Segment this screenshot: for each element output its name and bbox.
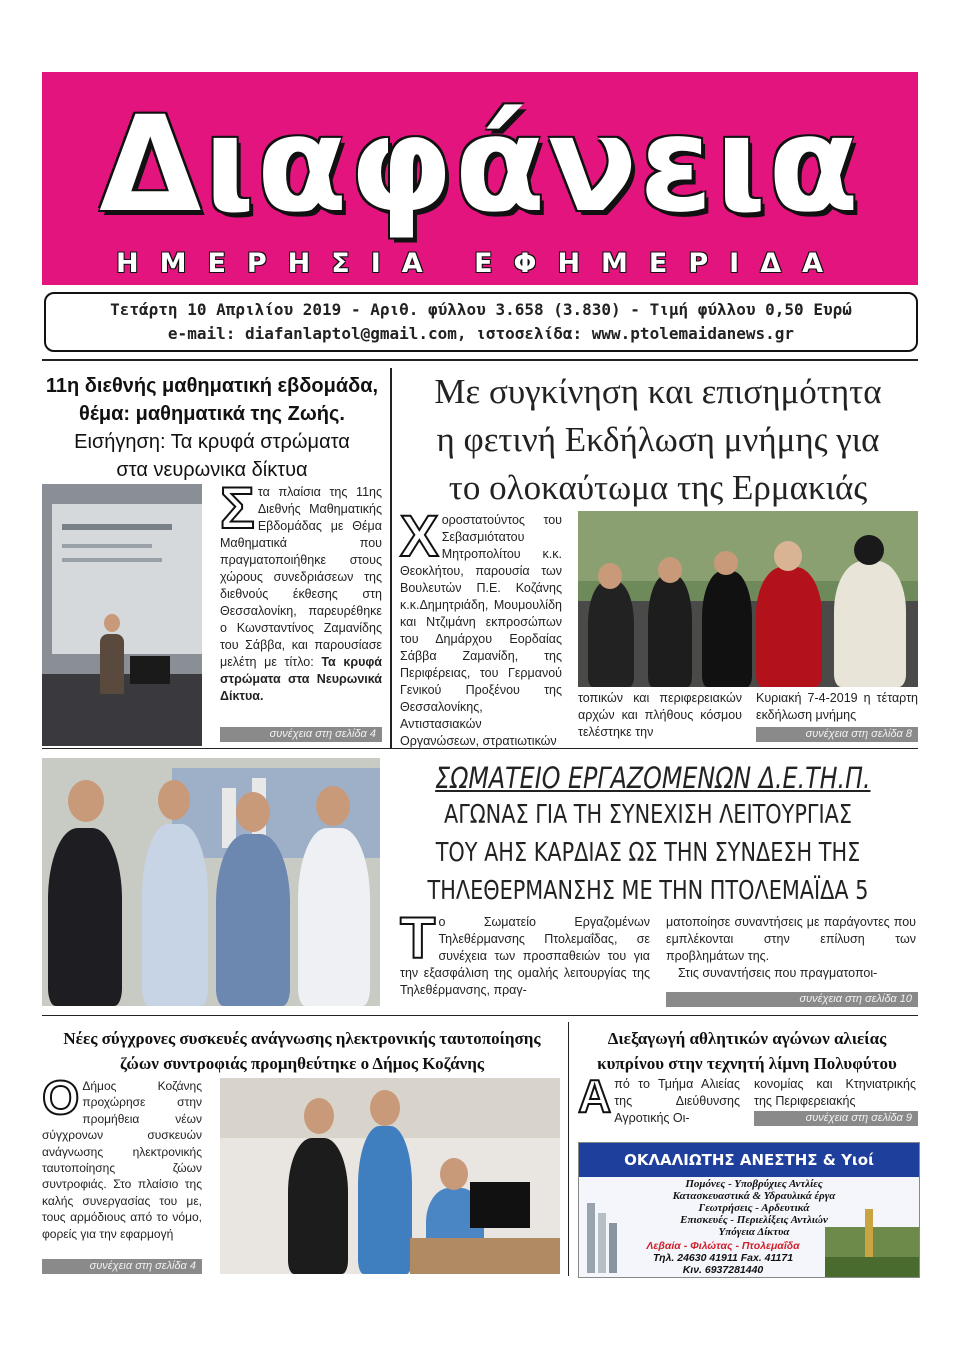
article2-headline[interactable] (398, 368, 918, 512)
article5-body-col1 (578, 1070, 740, 1128)
ad-line: Υπόγεια Δίκτυα (718, 1226, 790, 1238)
headline-line: θέμα: μαθηματικά της Ζωής. (79, 403, 345, 425)
headline-line: το ολοκαύτωμα της Ερμακιάς (448, 468, 868, 507)
ad-contact (623, 1240, 823, 1276)
continue-link[interactable]: συνέχεια στη σελίδα 8 (756, 727, 918, 742)
body-text: Δήμος Κοζάνης προχώρησε στην προμήθεια νέων σύγχρονων συσκευών ανάγνωσης ηλεκτρονικής ταυτοποίησης ζώων συντροφιάς. Στο πλαίσιο της καλής συνεργασίας του με, τους αρμόδιους από το νόμο, φορείς για την εφαρμογή (42, 1079, 202, 1241)
divider (42, 359, 918, 361)
issue-info-box (44, 292, 918, 352)
body-text: ο Σωματείο Εργαζομένων Τηλεθέρμανσης Πτολεμαΐδας, σε συνέχεια των προσπαθειών του για την εξασφάλιση της ομαλής λειτουργίας της Τηλεθέρμανσης, πραγ- (400, 915, 650, 997)
article3-body-col1 (400, 906, 650, 1004)
ad-line: Επισκευές - Περιελίξεις Αντλιών (680, 1214, 828, 1226)
article2-photo (578, 511, 918, 687)
article1-photo (42, 484, 202, 746)
headline-line: ΤΗΛΕΘΕΡΜΑΝΣΗΣ ΜΕ ΤΗΝ ΠΤΟΛΕΜΑΪΔΑ 5 (427, 876, 869, 906)
article3-headline[interactable] (388, 760, 918, 910)
continue-link[interactable]: συνέχεια στη σελίδα 4 (42, 1259, 202, 1274)
headline-line: ΑΓΩΝΑΣ ΓΙΑ ΤΗ ΣΥΝΕΧΙΣΗ ΛΕΙΤΟΥΡΓΙΑΣ (443, 800, 853, 830)
ad-line: Γεωτρήσεις - Αρδευτικά (698, 1202, 810, 1214)
article3-photo (42, 758, 380, 1006)
article2-body-col2 (578, 690, 742, 742)
article4-photo (220, 1078, 560, 1274)
continue-link[interactable]: συνέχεια στη σελίδα 9 (754, 1111, 918, 1126)
dropcap: Χ (400, 504, 439, 569)
dropcap: Σ (220, 476, 255, 541)
body-text: οροστατούντος του Σεβασμιότατου Μητροπολίτου κ.κ. Θεοκλήτου, παρουσία των Βουλευτών Π.Ε. Κοζάνης κ.κ.Δημητριάδη, Μουμουλίδη και Ντζιμάνη εκπροσώπων του Δημάρχου Εορδαίας Σάββα Ζαμανίδη, της Περιφέρειας, του Γερμανού Γενικού Προξένου της Θεσσαλονίκης, Αντιστασιακών Οργανώσεων, στρατιωτικών (400, 513, 562, 748)
body-text-bold: Τα κρυφά στρώματα στα Νευρωνικά Δίκτυα. (220, 655, 382, 703)
podium (130, 656, 170, 684)
ad-line: Πομόνες - Υποβρύχιες Αντλίες (685, 1178, 823, 1190)
headline-line: Εισήγηση: Τα κρυφά στρώματα (74, 431, 350, 453)
article1-body (220, 476, 382, 726)
headline-line: Διεξαγωγή αθλητικών αγώνων αλιείας (607, 1029, 887, 1048)
newspaper-subtitle: ΗΜΕΡΗΣΙΑ ΕΦΗΜΕΡΙΔΑ (115, 248, 844, 279)
headline-line: στα νευρωνικα δίκτυα (116, 459, 308, 481)
desk (410, 1238, 560, 1274)
body-text: πό το Τμήμα Αλιείας της Διεύθυνσης Αγροτικής Οι- (614, 1077, 740, 1125)
ad-location: Λεβαία - Φιλώτας - Πτολεμαΐδα (646, 1240, 800, 1252)
body-text: Στις συναντήσεις που πραγματοποι- (678, 966, 878, 980)
article3-body-col2 (666, 914, 916, 984)
headline-line: Νέες σύγχρονες συσκευές ανάγνωσης ηλεκτρονικής ταυτοποίησης (63, 1029, 541, 1048)
headline-line: κυπρίνου στην τεχνητή λίμνη Πολυφύτου (597, 1054, 897, 1073)
headline-line: Με συγκίνηση και επισημότητα (434, 372, 882, 411)
article4-headline[interactable] (42, 1026, 562, 1076)
dropcap: Α (578, 1070, 612, 1122)
continue-link[interactable]: συνέχεια στη σελίδα 10 (666, 992, 918, 1007)
divider (42, 1015, 918, 1016)
presenter (100, 634, 124, 694)
contact-details: e-mail: diafanlaptol@gmail.com, ιστοσελίδα: www.ptolemaidanews.gr (167, 324, 795, 343)
body-text: κονομίας και Κτηνιατρικής της Περιφερειακής (754, 1077, 916, 1108)
ad-line: Κατασκευαστικά & Υδραυλικά έργα (672, 1190, 836, 1202)
headline-line: ΤΟΥ ΑΗΣ ΚΑΡΔΙΑΣ ΩΣ ΤΗΝ ΣΥΝΔΕΣΗ ΤΗΣ (435, 838, 861, 868)
article2-body-col1 (400, 504, 562, 748)
dropcap: Τ (400, 906, 436, 971)
article4-body (42, 1072, 202, 1258)
ad-company-name: ΟΚΛΑΛΙΩΤΗΣ ΑΝΕΣΤΗΣ & Υιοί (579, 1143, 919, 1177)
advertisement[interactable] (578, 1142, 920, 1278)
headline-line: η φετινή Εκδήλωση μνήμης για (436, 420, 880, 459)
dropcap: Ο (42, 1072, 80, 1125)
ad-phone: Τηλ. 24630 41911 Fax. 41171 (652, 1252, 794, 1264)
body-text: ματοποίησε συναντήσεις με παράγοντες που εμπλέκονται στην επίλυση των προβλημάτων της. (666, 915, 916, 963)
column-divider (390, 368, 392, 748)
article1-headline[interactable] (42, 372, 382, 484)
headline-line: 11η διεθνής μαθηματική εβδομάδα, (45, 375, 379, 397)
body-text: τα πλαίσια της 11ης Διεθνής Μαθηματικής Εβδομάδας με Θέμα Μαθηματικά που πραγματοποιήθηκε στους χώρους συνεδριάσεων της διεθνούς έκθεσης στη Θεσσαλονίκη, παρευρέθηκε ο Κωνσταντίνος Ζαμανίδης του Σάββα, και παρουσίασε μελέτη με τίτλο: (220, 485, 382, 669)
monitor (470, 1182, 530, 1228)
body-text: τοπικών και περιφερειακών αρχών και πλήθους κόσμου τελέστηκε την (578, 691, 742, 739)
article5-headline[interactable] (576, 1026, 918, 1076)
column-divider (568, 1022, 569, 1276)
article2-body-col3 (756, 690, 918, 726)
article5-body-col2 (754, 1076, 916, 1110)
pump-icon (585, 1203, 619, 1273)
continue-link[interactable]: συνέχεια στη σελίδα 4 (220, 727, 382, 742)
headline-line: ζώων συντροφιάς προμηθεύτηκε ο Δήμος Κοζάνης (119, 1054, 485, 1073)
drilling-rig-image (825, 1227, 919, 1277)
body-text: Κυριακή 7-4-2019 η τέταρτη εκδήλωση μνήμης (756, 691, 918, 722)
newspaper-title: Διαφάνεια (99, 88, 861, 242)
masthead (42, 72, 918, 285)
divider (42, 748, 918, 749)
issue-details: Τετάρτη 10 Απριλίου 2019 - Αριθ. φύλλου 3.658 (3.830) - Τιμή φύλλου 0,50 Ευρώ (110, 300, 852, 319)
kicker: ΣΩΜΑΤΕΙΟ ΕΡΓΑΖΟΜΕΝΩΝ Δ.Ε.ΤΗ.Π. (435, 761, 871, 795)
ad-mobile: Κιν. 6937281440 (682, 1264, 764, 1276)
